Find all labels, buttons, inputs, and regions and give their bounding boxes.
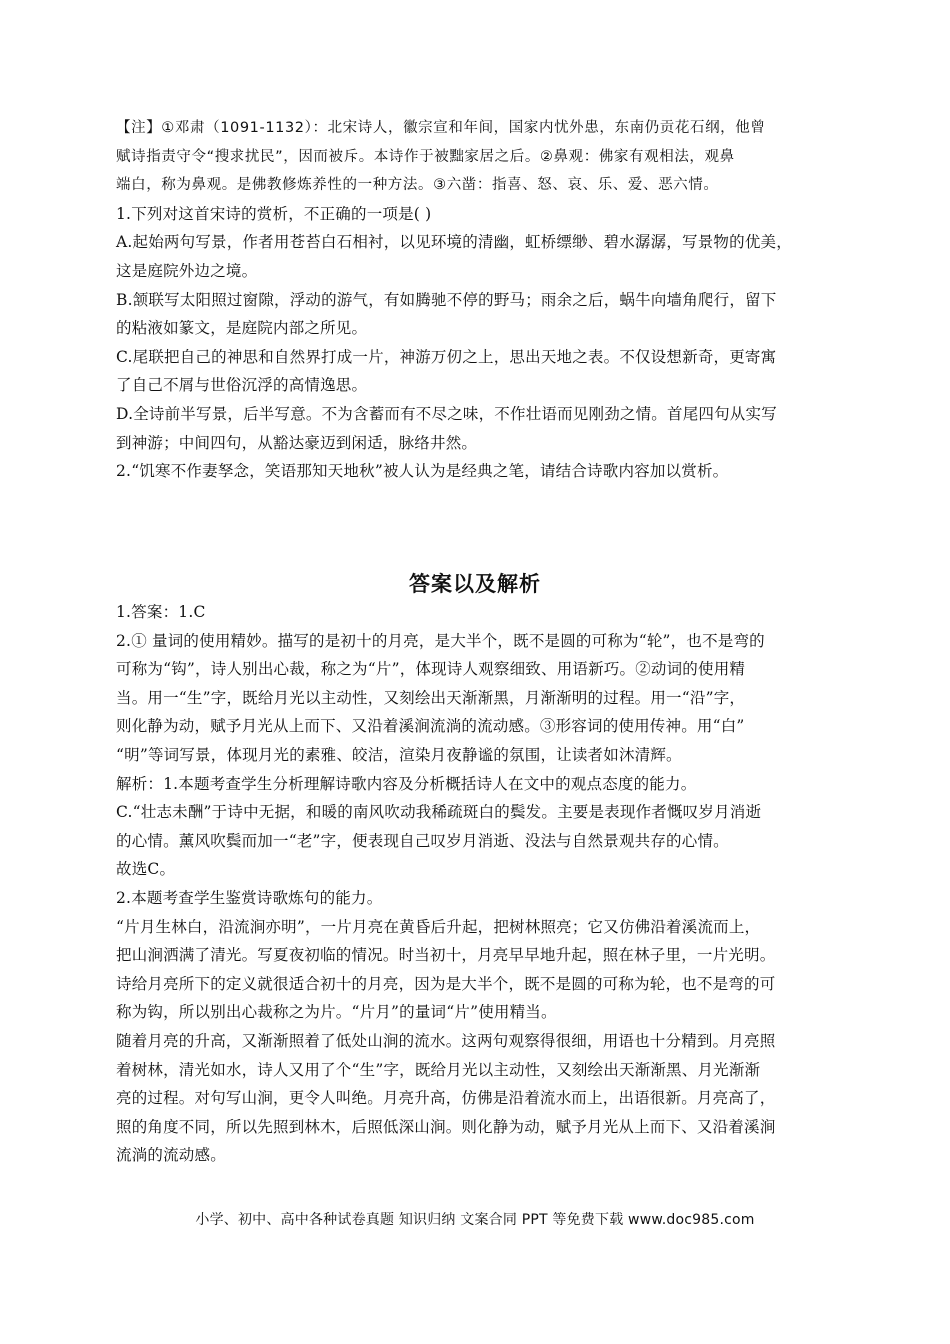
answer-line: 则化静为动，赋予月光从上而下、又沿着溪涧流淌的流动感。③形容词的使用传神。用“白” [116,717,745,736]
option-b-cont: 的粘液如篆文，是庭院内部之所见。 [116,319,368,338]
option-c: C.尾联把自己的神思和自然界打成一片，神游万仞之上，思出天地之表。不仅设想新奇，更寄寓 [116,347,777,366]
answer-line: 2.① 量词的使用精妙。描写的是初十的月亮，是大半个，既不是圆的可称为“轮”，也不是弯的 [116,631,765,650]
answer-line: 照的角度不同，所以先照到林木，后照低深山涧。则化静为动，赋予月光从上而下、又沿着溪涧 [116,1117,776,1136]
answer-line: 称为钩，所以别出心裁称之为片。“片月”的量词“片”使用精当。 [116,1003,557,1022]
option-b: B.颔联写太阳照过窗隙，浮动的游气，有如腾驰不停的野马；雨余之后，蜗牛向墙角爬行，留下 [116,290,777,309]
question-1-stem: 1.下列对这首宋诗的赏析，不正确的一项是( ) [116,204,432,223]
option-d-cont: 到神游；中间四句，从豁达豪迈到闲适，脉络井然。 [116,433,478,452]
answer-line: 诗给月亮所下的定义就很适合初十的月亮，因为是大半个，既不是圆的可称为轮，也不是弯的可 [116,974,776,993]
answer-line: 1.答案：1.C [116,603,206,621]
question-2-stem: 2.“饥寒不作妻孥念，笑语那知天地秋”被人认为是经典之笔，请结合诗歌内容加以赏析。 [116,462,729,481]
answer-line: 流淌的流动感。 [116,1146,226,1165]
question-section [116,114,836,486]
answer-line: 把山涧洒满了清光。写夏夜初临的情况。时当初十，月亮早早地升起，照在林子里，一片光明。 [116,946,776,965]
option-a-cont: 这是庭院外边之境。 [116,261,258,280]
answer-line: 随着月亮的升高，又渐渐照着了低处山涧的流水。这两句观察得很细，用语也十分精到。月亮照 [116,1031,776,1050]
answer-line: 可称为“钩”，诗人别出心裁，称之为“片”，体现诗人观察细致、用语新巧。②动词的使用精 [116,660,746,679]
answer-line: 解析：1.本题考查学生分析理解诗歌内容及分析概括诗人在文中的观点态度的能力。 [116,774,697,793]
answer-line: 故选C。 [116,860,176,879]
answer-line: 的心情。薰风吹鬓而加一“老”字，便表现自己叹岁月消逝、没法与自然景观共存的心情。 [116,831,729,850]
answers-title: 答案以及解析 [409,572,541,596]
answer-line: “片月生林白，沿流涧亦明”，一片月亮在黄昏后升起，把树林照亮；它又仿佛沿着溪流而上， [116,917,761,936]
answer-line: C.“壮志未酬”于诗中无据，和暖的南风吹动我稀疏斑白的鬓发。主要是表现作者慨叹岁月消逝 [116,803,762,822]
answer-line: 亮的过程。对句写山涧，更令人叫绝。月亮升高，仿佛是沿着流水而上，出语很新。月亮高了， [116,1089,776,1108]
answer-line: 当。用一“生”字，既给月光以主动性，又刻绘出天渐渐黑，月渐渐明的过程。用一“沿”字， [116,688,746,707]
option-a: A.起始两句写景，作者用苍苔白石相衬，以见环境的清幽，虹桥缥缈、碧水潺潺，写景物的优美， [116,233,792,252]
answer-line: “明”等词写景，体现月光的素雅、皎洁，渲染月夜静谧的氛围，让读者如沐清辉。 [116,745,682,764]
option-d: D.全诗前半写景，后半写意。不为含蓄而有不尽之味，不作壮语而见刚劲之情。首尾四句从实写 [116,404,777,423]
note-line: 端白，称为鼻观。是佛教修炼养性的一种方法。③六凿：指喜、怒、哀、乐、爱、恶六情。 [116,177,719,194]
note-line: 【注】①邓肃（1091-1132）：北宋诗人，徽宗宣和年间，国家内忧外患，东南仍贡花石纲，他曾 [116,120,766,136]
answers-section [116,598,836,1170]
answer-line: 着树林，清光如水，诗人又用了个“生”字，既给月光以主动性，又刻绘出天渐渐黑、月光渐渐 [116,1060,761,1079]
answer-line: 2.本题考查学生鉴赏诗歌炼句的能力。 [116,888,383,907]
option-c-cont: 了自己不屑与世俗沉浮的高情逸思。 [116,376,368,395]
note-line: 赋诗指责守令“搜求扰民”，因而被斥。本诗作于被黜家居之后。②鼻观：佛家有观相法，观鼻 [116,148,735,165]
page-footer: 小学、初中、高中各种试卷真题 知识归纳 文案合同 PPT 等免费下载 www.doc985.com [195,1212,755,1228]
